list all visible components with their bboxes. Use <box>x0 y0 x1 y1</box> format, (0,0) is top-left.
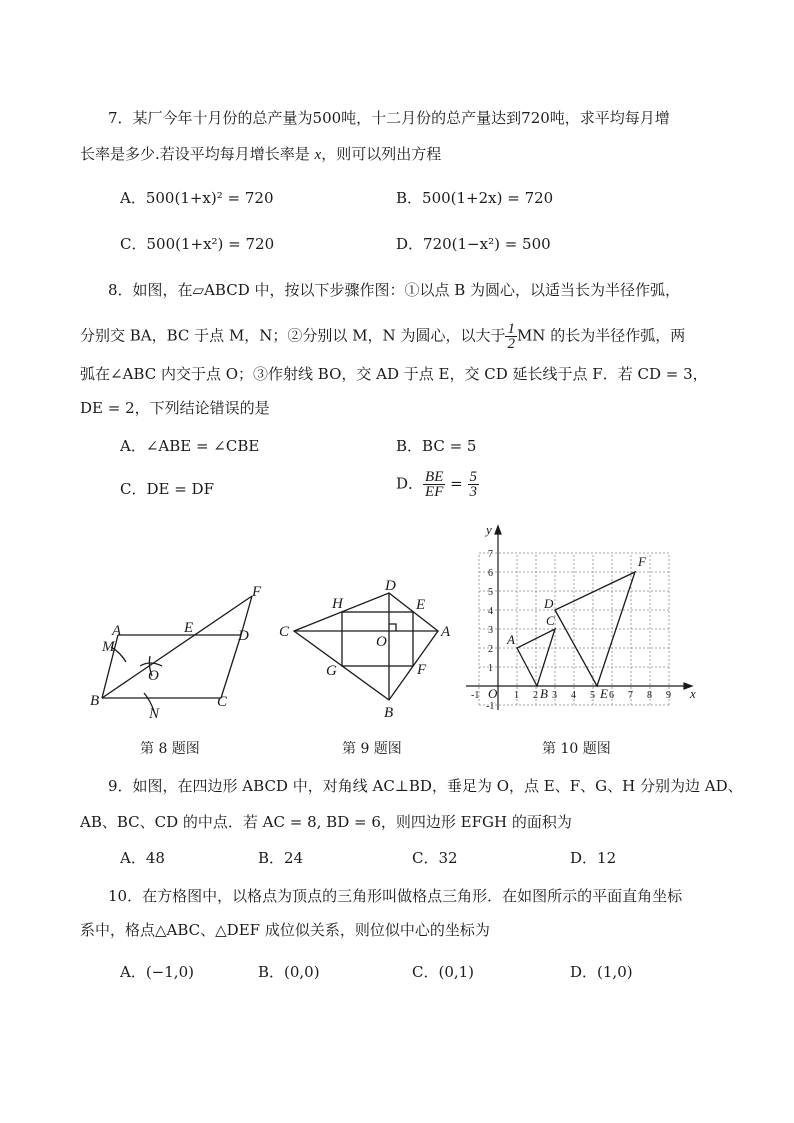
fig10-label-a: A <box>507 632 515 647</box>
fig10-y-tick: 3 <box>488 625 493 636</box>
q8-stem-line2-a: 分别交 BA，BC 于点 M，N；②分别以 M，N 为圆心，以大于 <box>80 326 506 345</box>
q7-stem-line2-b: ，则可以列出方程 <box>321 145 442 163</box>
fig10-caption: 第 10 题图 <box>542 741 611 757</box>
fig10-x-tick: 3 <box>552 690 557 701</box>
fig10-x-tick: 1 <box>514 690 519 701</box>
fig10-x-tick: -1 <box>471 690 480 701</box>
fig9-right-angle <box>389 624 396 631</box>
fig9-label-o: O <box>376 634 387 650</box>
fig8-label-b: B <box>90 693 100 709</box>
q9-stem-line1: 9．如图，在四边形 ABCD 中，对角线 AC⊥BD，垂足为 O，点 E、F、G、H 分别为边 AD、 <box>108 777 743 795</box>
q8-stem-line2-b: MN 的长为半径作弧，两 <box>516 326 686 345</box>
q7-stem-line1: 7．某厂今年十月份的总产量为500吨，十二月份的总产量达到720吨，求平均每月增 <box>108 109 670 127</box>
fig10-x-tick: 4 <box>571 690 576 701</box>
fig10-label-d: D <box>544 596 554 611</box>
fig10-label-f: F <box>638 554 646 569</box>
fig8-ray-bo <box>102 596 252 698</box>
q7-option-b[interactable]: B．500(1+2x) = 720 <box>396 189 554 207</box>
fig10-label-y: y <box>486 522 492 537</box>
fig10-y-tick: 6 <box>488 568 493 579</box>
q10-stem-line1: 10．在方格图中，以格点为顶点的三角形叫做格点三角形．在如图所示的平面直角坐标 <box>108 887 683 905</box>
q9-stem-line2: AB、BC、CD 的中点．若 AC = 8, BD = 6，则四边形 EFGH 的面积为 <box>80 813 572 831</box>
fig10-y-tick: 7 <box>488 549 493 560</box>
fig8-label-n: N <box>149 706 160 718</box>
fig8-label-m: M <box>102 639 115 655</box>
fig10-y-arrow <box>495 526 501 534</box>
fig9-label-h: H <box>332 596 343 612</box>
fig9-caption: 第 9 题图 <box>342 741 402 757</box>
fig10-triangle-abc <box>517 629 555 686</box>
fig10-tick-labels <box>471 549 671 712</box>
q7-stem-line2 <box>80 144 441 165</box>
fig9-label-f: F <box>417 662 427 678</box>
figure-10 <box>462 518 702 724</box>
q8-option-d-lhs-num: BE <box>425 469 444 485</box>
fig10-y-tick: -1 <box>486 701 495 712</box>
fig8-label-f: F <box>252 584 262 600</box>
fig10-x-tick: 2 <box>533 690 538 701</box>
fig9-label-c: C <box>279 624 290 640</box>
fig8-caption: 第 8 题图 <box>140 741 200 757</box>
fig8-label-e: E <box>184 620 194 636</box>
q8-option-d-lhs-den: EF <box>425 484 444 500</box>
fig8-label-a: A <box>112 623 122 639</box>
fig10-label-e: E <box>600 686 608 701</box>
q8-stem-line4: DE = 2，下列结论错误的是 <box>80 399 270 417</box>
q8-option-d-rhs-den: 3 <box>469 484 477 500</box>
q8-option-a[interactable]: A．∠ABE = ∠CBE <box>120 437 260 455</box>
figure-8 <box>84 578 274 718</box>
fig10-y-tick: 2 <box>488 644 493 655</box>
fig8-side-dc <box>221 635 241 698</box>
fig10-label-c: C <box>546 613 555 628</box>
q10-option-c[interactable]: C．(0,1) <box>412 963 475 981</box>
fig10-y-tick: 4 <box>488 606 493 617</box>
figure-9 <box>276 574 456 724</box>
q9-option-a[interactable]: A．48 <box>120 849 165 867</box>
fig10-grid <box>479 553 669 705</box>
q8-stem-line3: 弧在∠ABC 内交于点 O；③作射线 BO，交 AD 于点 E，交 CD 延长线于点 F．若 CD = 3， <box>80 365 708 383</box>
fig10-y-tick: 1 <box>488 663 493 674</box>
q8-half-fraction <box>505 322 517 351</box>
q9-option-c[interactable]: C．32 <box>412 849 458 867</box>
q9-option-b[interactable]: B．24 <box>258 849 304 867</box>
fig9-label-g: G <box>326 663 337 679</box>
q8-option-d-equals: = <box>450 474 463 493</box>
q7-option-c[interactable]: C．500(1+x²) = 720 <box>120 235 275 253</box>
fig10-label-b: B <box>540 686 548 701</box>
q7-option-a[interactable]: A．500(1+x)² = 720 <box>120 189 274 207</box>
fig8-label-c: C <box>217 694 228 710</box>
q8-option-d-rhs-num: 5 <box>469 469 477 485</box>
fig10-x-tick: 8 <box>647 690 652 701</box>
q7-option-d[interactable]: D．720(1−x²) = 500 <box>396 235 551 253</box>
fig10-x-tick: 9 <box>666 690 671 701</box>
fig10-y-tick: 5 <box>488 587 493 598</box>
q10-option-a[interactable]: A．(−1,0) <box>120 963 194 981</box>
q8-option-d-prefix: D． <box>396 474 424 493</box>
q8-half-numerator: 1 <box>507 321 515 337</box>
fig10-x-tick: 7 <box>628 690 633 701</box>
q8-stem-line2 <box>80 322 685 351</box>
fig10-x-tick: 5 <box>590 690 595 701</box>
q10-stem-line2: 系中，格点△ABC、△DEF 成位似关系，则位似中心的坐标为 <box>80 921 490 939</box>
q8-stem-line1: 8．如图，在▱ABCD 中，按以下步骤作图：①以点 B 为圆心，以适当长为半径作弧， <box>108 281 681 299</box>
q8-option-b[interactable]: B．BC = 5 <box>396 437 477 455</box>
q8-option-d-lhs <box>423 470 445 499</box>
q8-option-c[interactable]: C．DE = DF <box>120 480 214 498</box>
q10-option-d[interactable]: D．(1,0) <box>570 963 633 981</box>
fig10-label-origin: O <box>488 686 498 701</box>
q8-option-d-rhs <box>468 470 480 499</box>
fig9-label-e: E <box>416 597 426 613</box>
fig8-label-o: O <box>148 668 159 684</box>
fig9-label-b: B <box>384 705 394 721</box>
fig9-label-a: A <box>441 624 451 640</box>
fig10-label-x: x <box>690 686 696 701</box>
q8-option-d[interactable] <box>396 470 479 499</box>
fig10-x-tick: 6 <box>609 690 614 701</box>
q7-stem-line2-a: 长率是多少.若设平均每月增长率是 <box>80 145 315 163</box>
fig9-label-d: D <box>385 578 396 594</box>
q8-half-denominator: 2 <box>507 336 515 352</box>
q10-option-b[interactable]: B．(0,0) <box>258 963 320 981</box>
fig8-label-d: D <box>238 628 249 644</box>
q7-variable: x <box>314 147 322 163</box>
q9-option-d[interactable]: D．12 <box>570 849 617 867</box>
